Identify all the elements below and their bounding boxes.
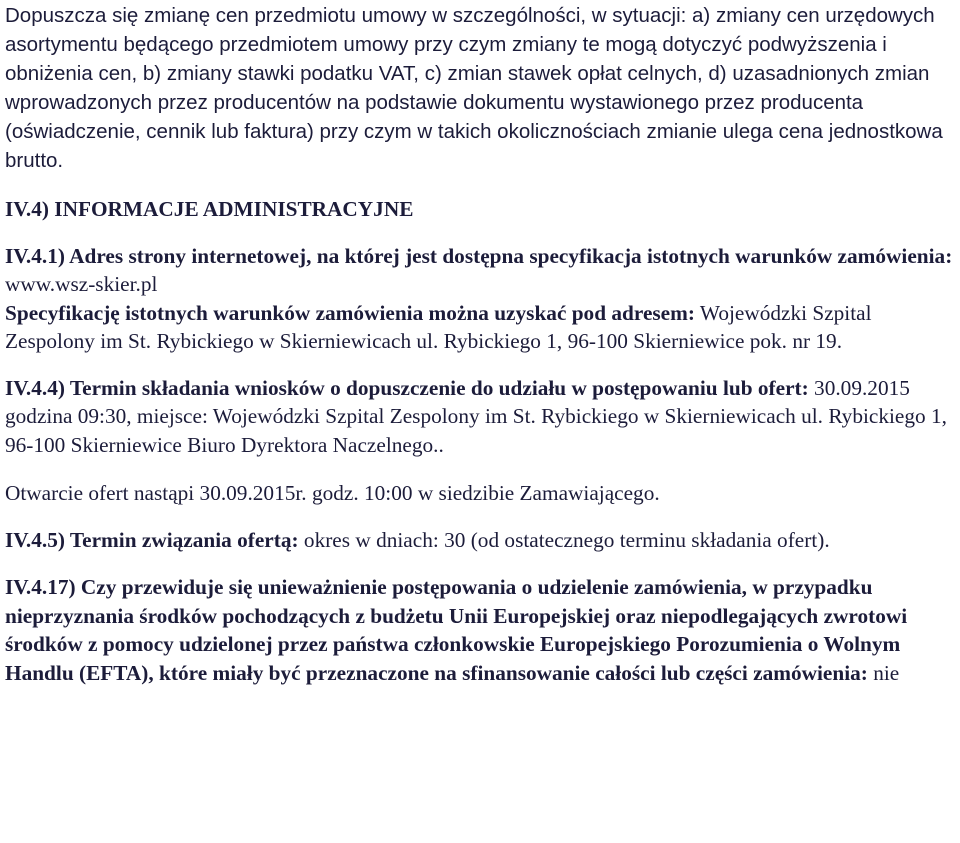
iv41-label: IV.4.1) Adres strony internetowej, na której jest dostępna specyfikacja istotnych warunków zamówienia:	[5, 243, 953, 268]
iv45-paragraph	[5, 526, 955, 555]
iv45-label: IV.4.5) Termin związania ofertą:	[5, 527, 299, 552]
iv41-paragraph	[5, 242, 955, 299]
iv417-paragraph	[5, 573, 955, 687]
document-page	[5, 0, 955, 687]
section-iv4-heading: IV.4) INFORMACJE ADMINISTRACYJNE	[5, 197, 414, 221]
opening-paragraph: Otwarcie ofert nastąpi 30.09.2015r. godz. 10:00 w siedzibie Zamawiającego.	[5, 481, 660, 505]
iv44-label: IV.4.4) Termin składania wniosków o dopuszczenie do udziału w postępowaniu lub ofert:	[5, 375, 809, 400]
iv417-label: IV.4.17) Czy przewiduje się unieważnienie postępowania o udzielenie zamówienia, w przypadku nieprzyznania środków pochodzących z budżetu Unii Europejskiej oraz niepodlegających zwrotowi środków z pomocy udzielonej przez państwa członkowskie Europejskiego Porozumienia o Wolnym Handlu (EFTA), które miały być przeznaczone na sfinansowanie całości lub części zamówienia:	[5, 575, 908, 685]
iv44-paragraph	[5, 374, 955, 460]
spec-address: Wojewódzki Szpital Zespolony im St. Rybickiego w Skierniewicach ul. Rybickiego 1, 96-100 Skierniewice pok. nr 19.	[5, 300, 872, 353]
price-change-paragraph: Dopuszcza się zmianę cen przedmiotu umowy w szczególności, w sytuacji: a) zmiany cen urzędowych asortymentu będącego przedmiotem umowy przy czym zmiany te mogą dotyczyć podwyższenia i obniżenia cen, b) zmiany stawki podatku VAT, c) zmian stawek opłat celnych, d) uzasadnionych zmian wprowadzonych przez producentów na podstawie dokumentu wystawionego przez producenta (oświadczenie, cennik lub faktura) przy czym w takich okolicznościach zmianie ulega cena jednostkowa brutto.	[5, 4, 943, 172]
iv44-deadline: 30.09.2015 godzina 09:30, miejsce: Wojewódzki Szpital Zespolony im St. Rybickiego w Skierniewicach ul. Rybickiego 1, 96-100 Skierniewice Biuro Dyrektora Naczelnego..	[5, 375, 947, 457]
spec-paragraph	[5, 299, 955, 356]
iv41-website: www.wsz-skier.pl	[5, 272, 158, 296]
iv417-answer: nie	[873, 660, 900, 685]
iv45-value: okres w dniach: 30 (od ostatecznego terminu składania ofert).	[303, 527, 830, 552]
spec-label: Specyfikację istotnych warunków zamówienia można uzyskać pod adresem:	[5, 300, 695, 325]
